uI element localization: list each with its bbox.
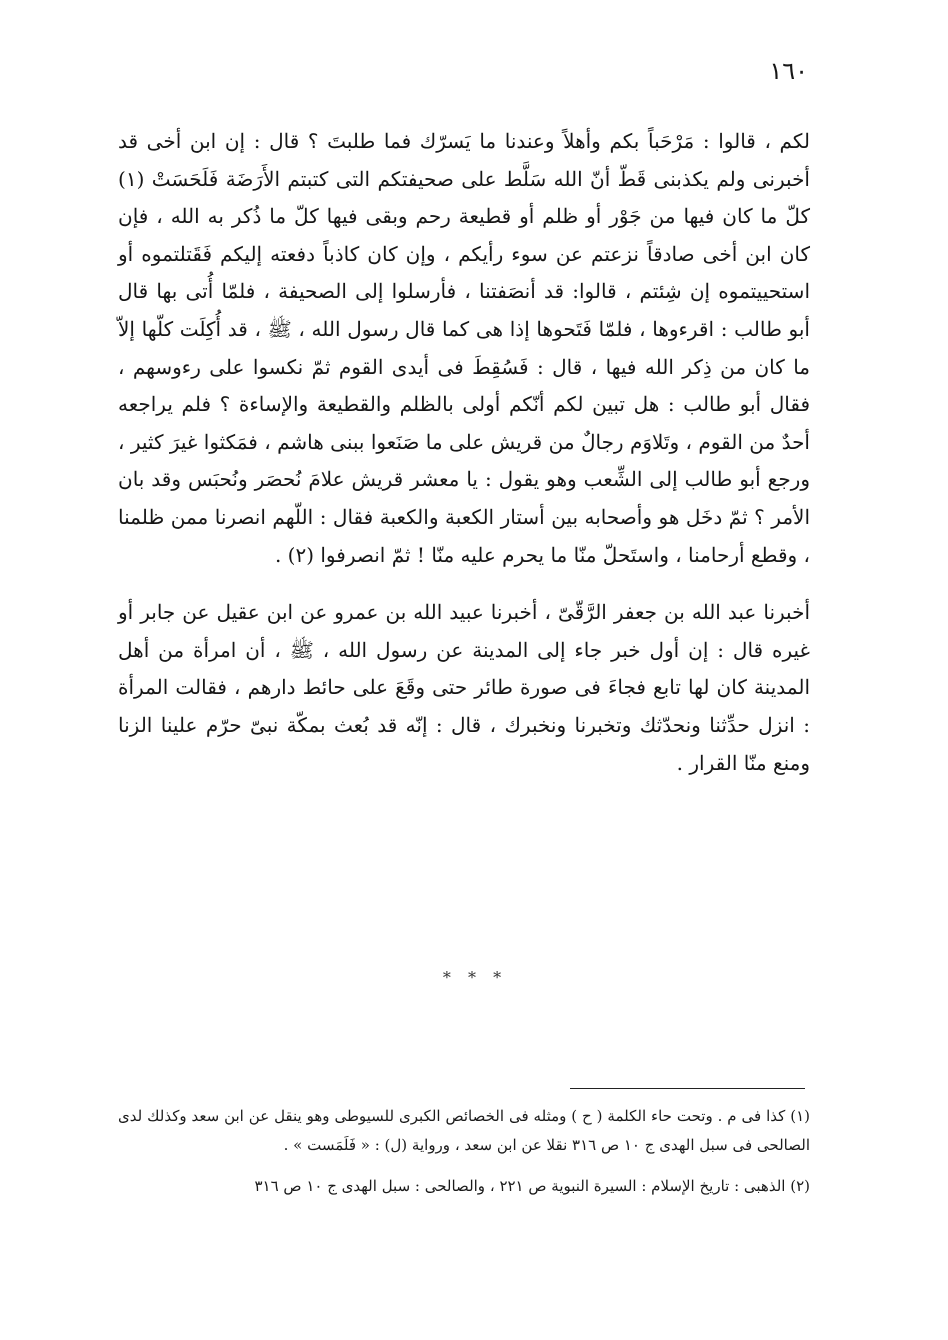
paragraph: لكم ، قالوا : مَرْحَباً بكم وأهلاً وعندنا ما يَسرّك فما طلبتَ ؟ قال : إن ابن أخى قد أخبرنى ولم يكذبنى قَطّ أنّ الله سَلَّط على صحيفتكم التى كتبتم الأَرَضَة فَلَحَسَتْ (١) كلّ ما كان فيها من جَوْر أو ظلم أو قطيعة رحم وبقى فيها كلّ ما ذُكر به الله ، فإن كان ابن أخى صادقاً نزعتم عن سوء رأيكم ، وإن كان كاذباً دفعته إليكم فَقَتلتموه أو استحييتموه إن شِئتم ، قالوا: قد أنصَفتنا ، فأرسلوا إلى الصحيفة ، فلمّا أُتى بها قال أبو طالب : اقرءوها ، فلمّا فَتَحوها إذا هى كما قال رسول الله ، ﷺ ، قد أُكِلَت كلّها إلاّ ما كان من ذِكر الله فيها ، قال : فَسُقِطَ فى أيدى القوم ثمّ نكسوا على رءوسهم ، فقال أبو طالب : هل تبين لكم أنّكم أولى بالظلم والقطيعة والإساءة ؟ فلم يراجعه أحدٌ من القوم ، وتَلاوَم رجالٌ من قريش على ما صَنَعوا ببنى هاشم ، فمَكثوا غيرَ كثير ، ورجع أبو طالب إلى الشِّعب وهو يقول : يا معشر قريش علامَ نُحصَر ونُحبَس وقد بان الأمر ؟ ثمّ دخَل هو وأصحابه بين أستار الكعبة والكعبة فقال : اللّهم انصرنا ممن ظلمنا ، وقطع أرحامنا ، واستَحلّ منّا ما يحرم عليه منّا ! ثمّ انصرفوا (٢) . (118, 129, 811, 567)
page-number: ١٦٠ (769, 57, 808, 85)
footnote: (١) كذا فى م . وتحت حاء الكلمة ( ح ) ومثله فى الخصائص الكبرى للسيوطى وهو ينقل عن ابن سعد وكذلك لدى الصالحى فى سبل الهدى ج ١٠ ص ٣١٦ نقلا عن ابن سعد ، ورواية (ل) : « فَلَمَست » . (118, 1107, 810, 1154)
main-text (118, 123, 810, 782)
paragraph: أخبرنا عبد الله بن جعفر الرَّقّىّ ، أخبرنا عبيد الله بن عمرو عن ابن عقيل عن جابر أو غيره قال : إن أول خبر جاء إلى المدينة عن رسول الله ، ﷺ ، أن امرأة من أهل المدينة كان لها تابع فجاءَ فى صورة طائر حتى وقَعَ على حائط دارهم ، فقالت المرأة : انزل حدِّثنا ونحدّثك وتخبرنا ونخبرك ، قال : إنّه قد بُعث بمكّة نبىّ حرّم علينا الزنا ومنع منّا القرار . (118, 600, 810, 775)
section-separator: * * * (442, 968, 508, 987)
footnote: (٢) الذهبى : تاريخ الإسلام : السيرة النبوية ص ٢٢١ ، والصالحى : سبل الهدى ج ١٠ ص ٣١٦ (254, 1177, 810, 1195)
footnote-divider (570, 1088, 805, 1089)
footnotes (118, 1102, 810, 1201)
